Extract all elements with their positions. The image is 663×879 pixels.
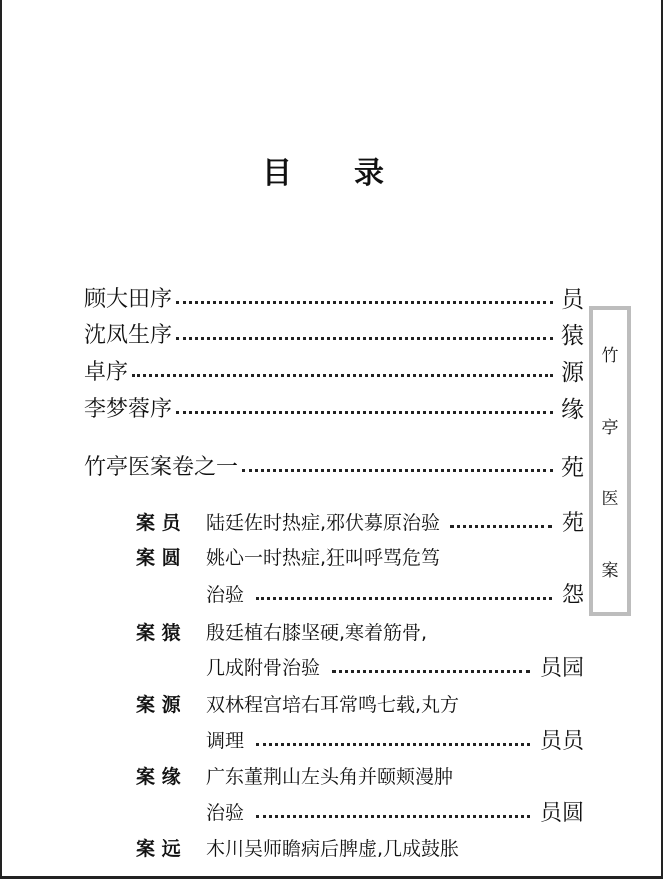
case-label: 案 缘 bbox=[136, 765, 181, 788]
case-title-continued: 治验 bbox=[206, 583, 245, 606]
toc-entry-volume-1[interactable] bbox=[84, 450, 584, 480]
toc-entry-preface-shen[interactable] bbox=[84, 318, 584, 348]
case-entry-3[interactable] bbox=[136, 616, 584, 646]
dot-leader bbox=[256, 595, 552, 600]
case-entry-1[interactable] bbox=[136, 506, 584, 536]
case-entry-4[interactable] bbox=[136, 688, 584, 718]
case-title-continued: 调理 bbox=[206, 729, 245, 752]
toc-page-number: 员园 bbox=[539, 655, 584, 681]
case-title: 姚心一时热症,狂叫呼骂危笃 bbox=[206, 546, 441, 569]
case-entry-5-continued[interactable] bbox=[206, 796, 584, 826]
case-entry-6[interactable] bbox=[136, 832, 584, 862]
toc-page-number: 员圆 bbox=[539, 800, 584, 826]
case-label: 案 猿 bbox=[136, 621, 181, 644]
toc-entry-preface-gu[interactable] bbox=[84, 282, 584, 312]
case-title: 木川吴师瞻病后脾虚,几成鼓胀 bbox=[206, 837, 460, 860]
dot-leader bbox=[332, 668, 530, 673]
toc-page-number: 怨 bbox=[561, 582, 584, 608]
dot-leader bbox=[132, 372, 553, 377]
case-entry-2-continued[interactable] bbox=[206, 578, 584, 608]
toc-entry-title: 卓序 bbox=[84, 359, 129, 385]
page-border-left bbox=[0, 0, 2, 879]
dot-leader bbox=[242, 467, 553, 472]
toc-entry-preface-li[interactable] bbox=[84, 392, 584, 422]
side-tab-char: 案 bbox=[601, 560, 619, 581]
toc-entry-preface-zhuo[interactable] bbox=[84, 355, 584, 385]
case-title: 殷廷植右膝坚硬,寒着筋骨, bbox=[206, 621, 428, 644]
dot-leader bbox=[176, 299, 553, 304]
title-char-1: 目 bbox=[262, 156, 292, 191]
case-title-continued: 几成附骨治验 bbox=[206, 656, 321, 679]
dot-leader bbox=[256, 813, 530, 818]
toc-page-number: 缘 bbox=[561, 396, 584, 423]
case-title: 广东董荆山左头角并颐颊漫肿 bbox=[206, 765, 454, 788]
side-tab-char: 竹 bbox=[601, 346, 619, 367]
case-title: 陆廷佐时热症,邪伏募原治验 bbox=[206, 511, 441, 534]
toc-entry-title: 李梦蓉序 bbox=[84, 396, 173, 422]
case-entry-4-continued[interactable] bbox=[206, 724, 584, 754]
case-label: 案 员 bbox=[136, 511, 181, 534]
side-tab-char: 亭 bbox=[601, 417, 619, 438]
case-entry-2[interactable] bbox=[136, 541, 584, 571]
toc-page-number: 员 bbox=[561, 286, 584, 313]
case-entry-3-continued[interactable] bbox=[206, 651, 584, 681]
dot-leader bbox=[256, 741, 530, 746]
toc-entry-title: 沈凤生序 bbox=[84, 322, 173, 348]
toc-page-number: 员员 bbox=[539, 728, 584, 754]
case-title-continued: 治验 bbox=[206, 801, 245, 824]
title-char-2: 录 bbox=[354, 156, 384, 191]
dot-leader bbox=[450, 523, 552, 528]
dot-leader bbox=[176, 335, 553, 340]
toc-page-number: 苑 bbox=[561, 510, 584, 536]
toc-entry-title: 顾大田序 bbox=[84, 286, 173, 312]
dot-leader bbox=[176, 409, 553, 414]
case-label: 案 源 bbox=[136, 693, 181, 716]
toc-entry-title: 竹亭医案卷之一 bbox=[84, 454, 239, 480]
side-thumb-tab bbox=[589, 306, 631, 616]
toc-page-number: 猿 bbox=[561, 322, 584, 349]
page-title bbox=[262, 148, 384, 192]
case-label: 案 远 bbox=[136, 837, 181, 860]
case-label: 案 圆 bbox=[136, 546, 181, 569]
toc-page-number: 源 bbox=[561, 359, 584, 386]
case-title: 双林程宫培右耳常鸣七载,丸方 bbox=[206, 693, 460, 716]
toc-page-number: 苑 bbox=[561, 454, 584, 481]
case-entry-5[interactable] bbox=[136, 760, 584, 790]
side-tab-char: 医 bbox=[601, 489, 619, 510]
